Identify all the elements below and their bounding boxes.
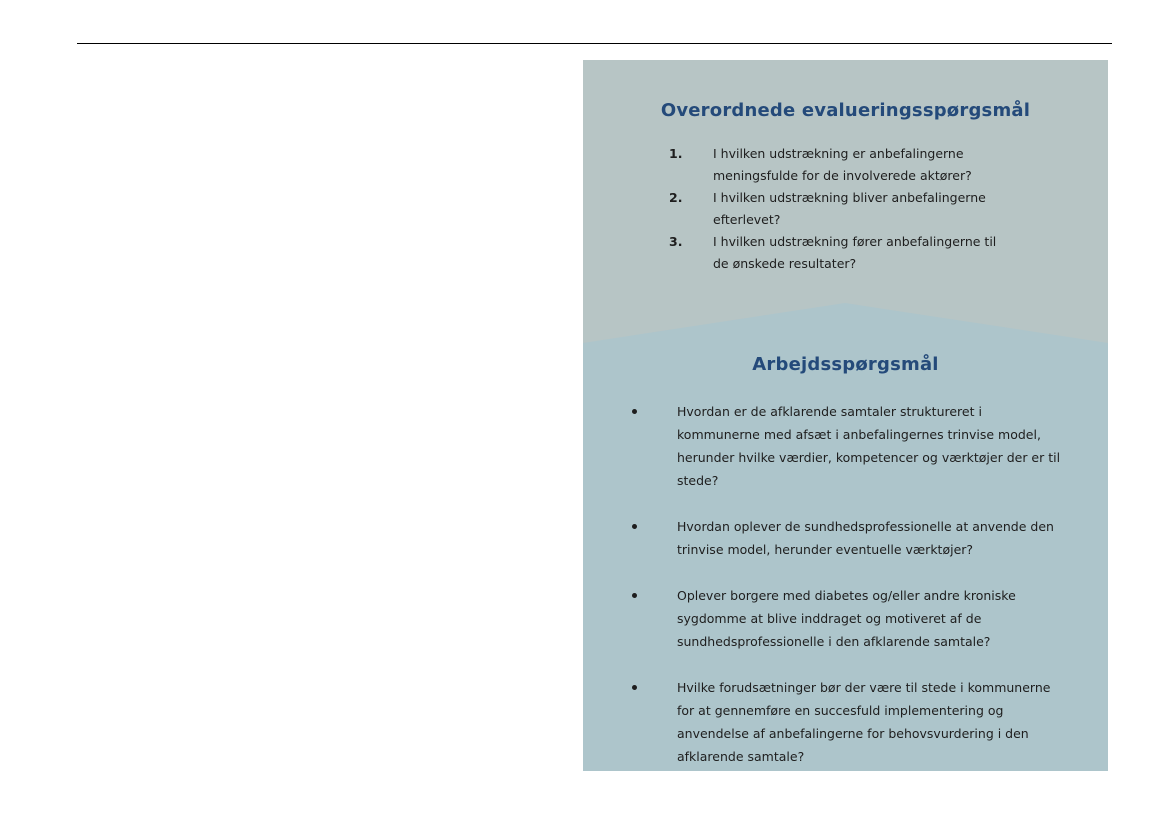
working-question-list bbox=[583, 400, 1108, 771]
question-text: I hvilken udstrækning er anbefalingerne meningsfulde for de involverede aktører? bbox=[713, 146, 972, 183]
overview-question-list bbox=[583, 143, 1108, 275]
question-text: I hvilken udstrækning fører anbefalingerne til de ønskede resultater? bbox=[713, 234, 997, 271]
working-question bbox=[583, 400, 1108, 492]
overview-question bbox=[583, 231, 1108, 275]
bullet-icon bbox=[632, 524, 637, 529]
overview-question bbox=[583, 187, 1108, 231]
working-question bbox=[583, 584, 1108, 653]
working-question-text: Hvordan er de afklarende samtaler struktureret i kommunerne med afsæt i anbefalingernes trinvise model, herunder hvilke værdier, kompetencer og værktøjer der er til stede? bbox=[677, 404, 1061, 488]
bullet-icon bbox=[632, 685, 637, 690]
question-text: I hvilken udstrækning bliver anbefalingerne efterlevet? bbox=[713, 190, 986, 227]
bullet-icon bbox=[632, 409, 637, 414]
overview-question bbox=[583, 143, 1108, 187]
overview-title: Overordnede evalueringsspørgsmål bbox=[660, 100, 1031, 121]
evaluation-panel bbox=[583, 60, 1108, 771]
question-number: 1. bbox=[669, 146, 683, 161]
working-question bbox=[583, 676, 1108, 768]
bullet-icon bbox=[632, 593, 637, 598]
working-question-text: Hvilke forudsætninger bør der være til stede i kommunerne for at gennemføre en succesfuld implementering og anvendelse af anbefalingerne for behovsvurdering i den afklarende samtale? bbox=[677, 680, 1051, 764]
header-divider bbox=[77, 43, 1112, 44]
working-question-text: Hvordan oplever de sundhedsprofessionelle at anvende den trinvise model, herunder eventuelle værktøjer? bbox=[677, 519, 1054, 557]
working-question bbox=[583, 515, 1108, 561]
question-number: 3. bbox=[669, 234, 683, 249]
working-question-text: Oplever borgere med diabetes og/eller andre kroniske sygdomme at blive inddraget og motiveret af de sundhedsprofessionelle i den afklarende samtale? bbox=[677, 588, 1016, 649]
question-number: 2. bbox=[669, 190, 683, 205]
working-questions-title: Arbejdsspørgsmål bbox=[752, 354, 939, 375]
